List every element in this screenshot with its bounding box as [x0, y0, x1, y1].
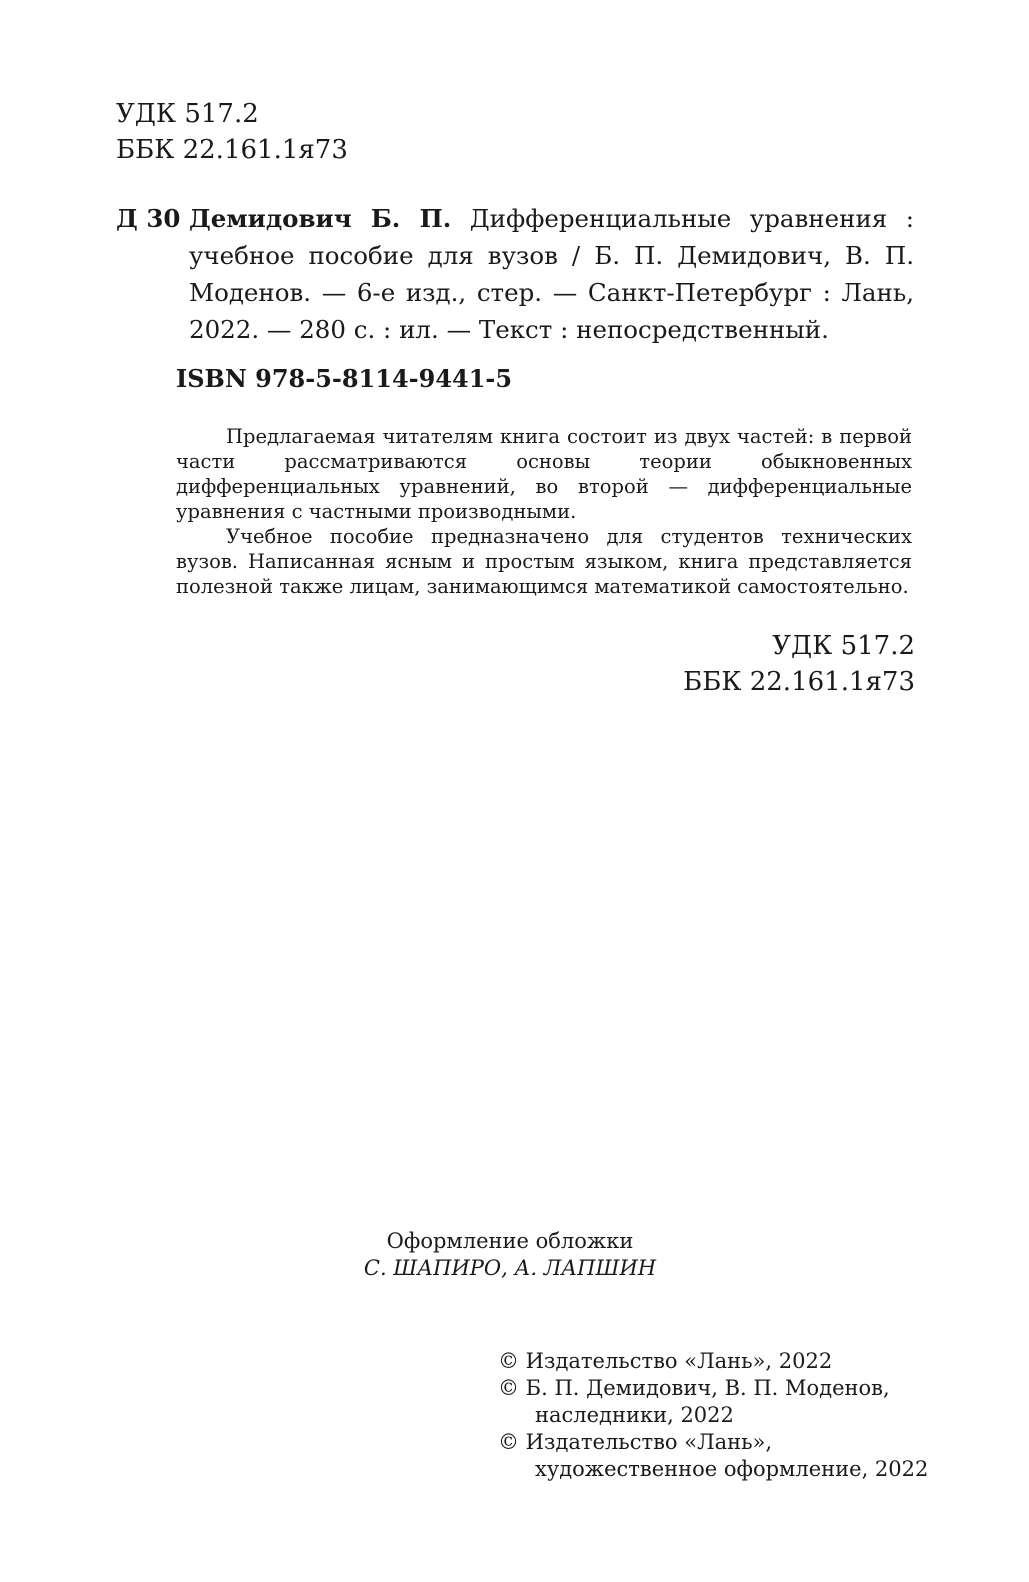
copyright-block — [498, 1348, 929, 1483]
isbn: ISBN 978-5-8114-9441-5 — [176, 364, 513, 393]
udk-code: УДК 517.2 — [116, 99, 259, 129]
annotation-paragraph-1: Предлагаемая читателям книга состоит из двух частей: в первой части рассматриваются основы теории обыкновенных дифференциальных уравнений, во второй — дифференциальные уравнения с частными производными. — [176, 425, 912, 523]
classification-top — [116, 96, 348, 168]
classification-bottom — [683, 628, 915, 700]
copyright-line-3: наследники, 2022 — [535, 1403, 734, 1427]
author-name: Демидович Б. П. — [189, 204, 452, 233]
cover-design-label: Оформление обложки — [386, 1229, 634, 1253]
annotation-paragraph-2: Учебное пособие предназначено для студентов технических вузов. Написанная ясным и простым языком, книга представляется полезной также лицам, занимающимся математикой самостоятельно. — [176, 525, 912, 598]
bbk-code: ББК 22.161.1я73 — [116, 135, 348, 165]
copyright-line-2: © Б. П. Демидович, В. П. Моденов, — [498, 1376, 890, 1400]
annotation — [176, 424, 912, 599]
cover-design-credit — [350, 1228, 670, 1282]
udk-code-bottom: УДК 517.2 — [772, 631, 915, 661]
author-mark: Д 30 — [116, 204, 181, 233]
catalog-card — [116, 200, 914, 348]
copyright-line-1: © Издательство «Лань», 2022 — [498, 1349, 833, 1373]
copyright-line-5: художественное оформление, 2022 — [535, 1457, 929, 1481]
bibliographic-entry — [189, 200, 914, 348]
copyright-line-4: © Издательство «Лань», — [498, 1430, 773, 1454]
bibliographic-description: Дифференциальные уравнения : учебное пособие для вузов / Б. П. Демидович, В. П. Моденов. — 6-е изд., стер. — Санкт-Петербург : Лань, 2022. — 280 с. : ил. — Текст : непосредственный. — [189, 204, 914, 344]
bbk-code-bottom: ББК 22.161.1я73 — [683, 667, 915, 697]
cover-design-artists: С. ШАПИРО, А. ЛАПШИН — [363, 1256, 657, 1280]
